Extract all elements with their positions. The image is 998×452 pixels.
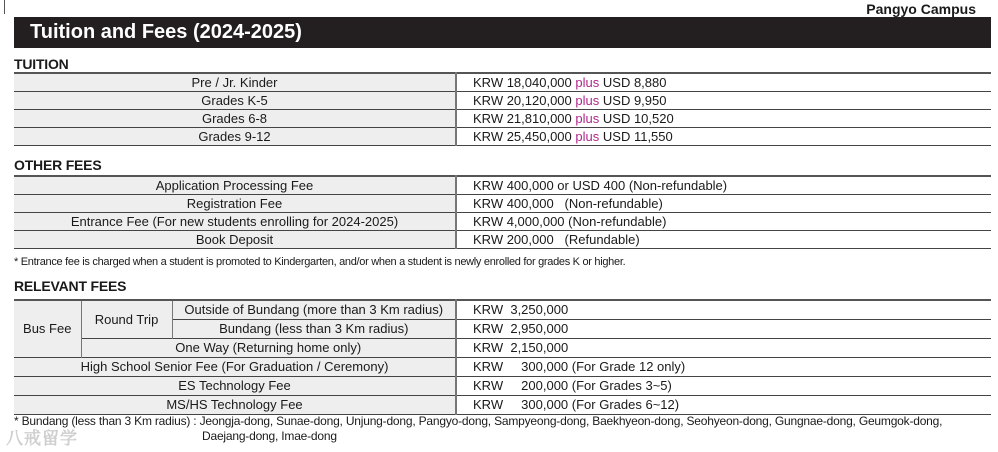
bundang-note-continued: Daejang-dong, Imae-dong [202, 429, 337, 443]
tuition-grade-label: Grades K-5 [14, 92, 456, 110]
fee-amount: 3,250,000 [510, 302, 569, 317]
tuition-heading: TUITION [14, 56, 69, 72]
plus-word: plus [575, 129, 600, 144]
fee-label: ES Technology Fee [14, 377, 456, 396]
krw-prefix: KRW [473, 359, 504, 374]
fee-value: KRW 400,000 or USD 400 (Non-refundable) [473, 178, 728, 193]
usd-amount: USD 10,520 [602, 111, 674, 126]
table-row [14, 396, 991, 415]
fee-value [456, 320, 991, 339]
relevant-fees-table [14, 299, 991, 415]
krw-amount: KRW 25,450,000 [473, 129, 572, 144]
table-row [14, 128, 991, 146]
tuition-grade-label: Pre / Jr. Kinder [14, 73, 456, 92]
tuition-amount [456, 92, 991, 110]
entrance-fee-note: * Entrance fee is charged when a student is promoted to Kindergarten, and/or when a student is newly enrolled for grades K or higher. [14, 256, 626, 268]
table-row [14, 176, 991, 195]
fee-value [456, 377, 991, 396]
table-row [14, 73, 991, 92]
krw-amount: KRW 18,040,000 [473, 75, 572, 90]
left-edge-line [4, 0, 5, 14]
plus-word: plus [575, 93, 600, 108]
fee-value [456, 339, 991, 358]
tuition-table [14, 72, 991, 146]
fee-label: High School Senior Fee (For Graduation / Ceremony) [14, 358, 456, 377]
fee-label: Registration Fee [14, 195, 456, 213]
fee-label: Entrance Fee (For new students enrolling for 2024-2025) [14, 213, 456, 231]
fee-amount: 300,000 (For Grades 6~12) [521, 397, 680, 412]
fee-amount: 300,000 (For Grade 12 only) [521, 359, 686, 374]
table-row [14, 195, 991, 213]
fee-label: One Way (Returning home only) [81, 339, 456, 358]
fee-amount: 2,950,000 [510, 321, 569, 336]
bundang-note: * Bundang (less than 3 Km radius) : Jeongja-dong, Sunae-dong, Unjung-dong, Pangyo-dong, Sampyeong-dong, Baekhyeon-dong, Seohyeon-dong, Gungnae-dong, Geumgok-dong, [14, 414, 943, 428]
fee-label: Outside of Bundang (more than 3 Km radius) [172, 300, 456, 320]
round-trip-label: Round Trip [81, 300, 172, 339]
campus-label: Pangyo Campus [866, 1, 976, 17]
tuition-grade-label: Grades 9-12 [14, 128, 456, 146]
tuition-grade-label: Grades 6-8 [14, 110, 456, 128]
krw-prefix: KRW [473, 321, 504, 336]
table-row [14, 300, 991, 320]
usd-amount: USD 8,880 [602, 75, 667, 90]
usd-amount: USD 9,950 [602, 93, 667, 108]
fee-value [456, 300, 991, 320]
relevant-fees-heading: RELEVANT FEES [14, 278, 127, 294]
table-row [14, 92, 991, 110]
krw-prefix: KRW [473, 340, 504, 355]
krw-amount: KRW 20,120,000 [473, 93, 572, 108]
other-fees-table [14, 175, 991, 249]
plus-word: plus [575, 111, 600, 126]
tuition-amount [456, 73, 991, 92]
fee-value [456, 396, 991, 415]
plus-word: plus [575, 75, 600, 90]
page-title: Tuition and Fees (2024-2025) [14, 17, 991, 48]
krw-prefix: KRW [473, 378, 504, 393]
tuition-amount [456, 110, 991, 128]
table-row [14, 231, 991, 249]
table-row [14, 110, 991, 128]
fee-value: KRW 4,000,000 (Non-refundable) [473, 214, 667, 229]
other-fees-heading: OTHER FEES [14, 157, 102, 173]
table-row [14, 377, 991, 396]
table-row [14, 339, 991, 358]
fee-label: Application Processing Fee [14, 176, 456, 195]
watermark-logo: 八戒留学 [6, 429, 78, 448]
fee-value: KRW 400,000 (Non-refundable) [473, 196, 663, 211]
bus-fee-label: Bus Fee [14, 300, 81, 358]
usd-amount: USD 11,550 [602, 129, 673, 144]
tuition-amount [456, 128, 991, 146]
krw-amount: KRW 21,810,000 [473, 111, 572, 126]
table-row [14, 213, 991, 231]
fee-value [456, 358, 991, 377]
krw-prefix: KRW [473, 397, 504, 412]
fee-label: Book Deposit [14, 231, 456, 249]
krw-prefix: KRW [473, 302, 504, 317]
fee-label: MS/HS Technology Fee [14, 396, 456, 415]
table-row [14, 358, 991, 377]
fee-amount: 2,150,000 [510, 340, 569, 355]
fee-label: Bundang (less than 3 Km radius) [172, 320, 456, 339]
fee-amount: 200,000 (For Grades 3~5) [521, 378, 672, 393]
fee-value: KRW 200,000 (Refundable) [473, 232, 640, 247]
